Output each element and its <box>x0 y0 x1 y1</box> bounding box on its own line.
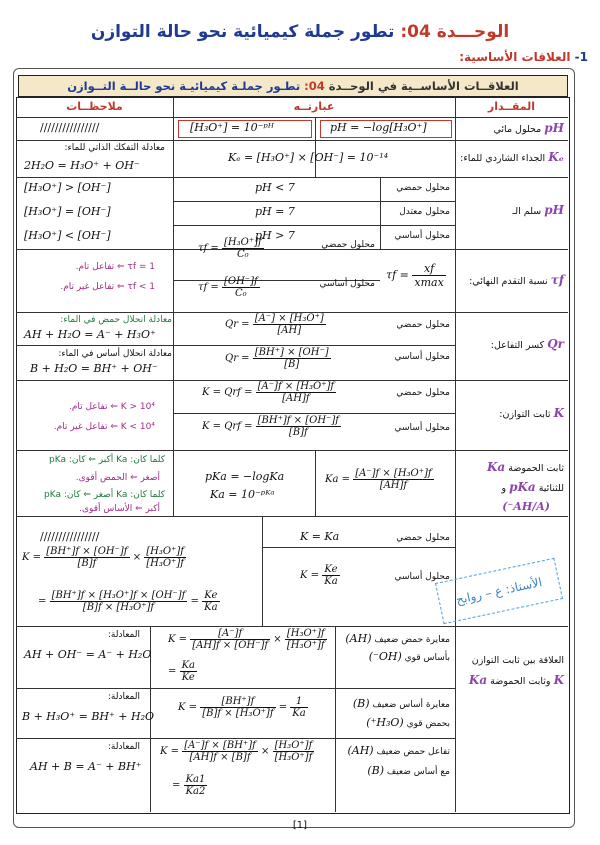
header-expression: عبارتــه <box>293 100 335 113</box>
divider <box>16 450 568 451</box>
note-neutral: [H₃O⁺] = [OH⁻] <box>24 205 111 218</box>
note-base-strength: كلما كان: Ka أصغر ⇐ كان: pKa <box>44 490 165 500</box>
divider <box>173 201 455 202</box>
page-title: الوحـــدة 04: تطور جملة كيميائية نحو حالة التوازن <box>90 22 510 42</box>
formula-rel3-result: = $\frac{Ka1}{Ka2}$ <box>172 774 206 797</box>
equation-label: المعادلة: <box>107 742 140 752</box>
formula-k-ke: K = $\frac{Ke}{Ka}$ <box>300 564 338 587</box>
quantity-pka: للثنائية pKa و <box>501 480 564 494</box>
note-acid-strength: كلما كان: Ka أكبر ⇐ كان: pKa <box>49 455 165 465</box>
formula-ph: pH = −log[H₃O⁺] <box>330 121 427 134</box>
quantity-ph-scale: pH سلم الـ <box>512 203 564 217</box>
formula-tau-acid: τf = $\frac{\text{[H₃O⁺]f}}{\text{C₀}}$ <box>198 237 262 260</box>
note-acid: [H₃O⁺] > [OH⁻] <box>24 181 111 194</box>
note-basic: [H₃O⁺] < [OH⁻] <box>24 229 111 242</box>
divider <box>173 97 174 516</box>
formula-h3o: [H₃O⁺] = 10⁻ᵖᴴ <box>190 121 274 134</box>
equation-label: المعادلة: <box>107 630 140 640</box>
formula-ka-pow: Ka = 10⁻ᵖᴷᵃ <box>210 488 275 501</box>
divider <box>16 626 568 627</box>
divider <box>315 450 316 516</box>
reaction-equation: B + H₃O⁺ = BH⁺ + H₂O <box>22 710 155 723</box>
header-quantity: المقــدار <box>487 100 536 113</box>
note-empty: //////////////// <box>40 530 100 543</box>
header-notes: ملاحظــات <box>66 100 123 113</box>
label-acid: محلول حمضي <box>396 388 450 398</box>
formula-k-basic: K = Qrf = $\frac{[BH^+]f \times [OH^-]f}{[B]f}$ <box>202 415 339 438</box>
reaction-equation: AH + B = A⁻ + BH⁺ <box>30 760 142 773</box>
derivation-step2: = $\frac{\text{[BH⁺]f × [H₃O⁺]f × [OH⁻]f}}{\text{[B]f × [H₃O⁺]f}}$ = $\frac{Ke}{Ka}$ <box>38 590 218 613</box>
divider <box>335 626 336 812</box>
quantity-relation: العلاقة بين ثابت التوازن <box>471 655 564 666</box>
divider <box>16 140 568 141</box>
note-base-strength-b: أكبر ⇐ الأساس أقوى. <box>79 504 160 514</box>
note-text: معادلة انحلال حمض في الماء: <box>60 315 172 325</box>
divider <box>262 516 263 626</box>
quantity-ke: Kₑ الجداء الشاردي للماء: <box>460 150 564 164</box>
case-text: تفاعل حمض ضعيف (AH) <box>347 744 450 757</box>
reaction-equation: AH + OH⁻ = A⁻ + H₂O <box>24 648 152 661</box>
label-acid: محلول حمضي <box>396 320 450 330</box>
case-text: بحمض قوي (H₃O⁺) <box>366 716 450 729</box>
label-acid: محلول حمضي <box>321 240 375 250</box>
case-text: معايرة حمض ضعيف (AH) <box>345 632 450 645</box>
divider <box>16 516 568 517</box>
note-incomplete: τf < 1 ⇐ تفاعل غير تام. <box>60 282 155 292</box>
label-acid: محلول حمضي <box>396 533 450 543</box>
formula-tau: τf = $\frac{xf}{xmax}$ <box>386 262 444 289</box>
formula-pka: pKa = −logKa <box>205 470 285 483</box>
cond-basic: pH > 7 <box>255 229 295 242</box>
cond-acid: pH < 7 <box>255 181 295 194</box>
note-equation: 2H₂O = H₃O⁺ + OH⁻ <box>24 159 140 172</box>
label-basic: محلول أساسي <box>394 231 450 241</box>
quantity-k: K ثابت التوازن: <box>499 406 564 420</box>
formula-rel2: K = $\frac{[BH^+]f}{\text{[B]f × [H₃O⁺]f}}$ = $\frac{1}{Ka}$ <box>178 696 306 719</box>
label-neutral: محلول معتدل <box>399 207 450 217</box>
note-text: معادلة التفكك الذاتي للماء: <box>64 143 165 153</box>
quantity-ka: ثابت الحموضة Ka <box>486 460 564 474</box>
label-basic: محلول أساسي <box>394 352 450 362</box>
divider <box>16 688 455 689</box>
divider <box>16 738 455 739</box>
divider <box>262 547 455 548</box>
label-basic: محلول أساسي <box>394 572 450 582</box>
divider <box>380 177 381 249</box>
section-heading: 1- العلاقات الأساسية: <box>459 50 588 64</box>
cond-neutral: pH = 7 <box>255 205 295 218</box>
formula-qr-basic: Qr = $\frac{[BH^+] \times [OH^-]}{[B]}$ <box>225 347 329 370</box>
formula-k-ka: K = Ka <box>300 530 340 543</box>
divider <box>16 117 568 118</box>
formula-ka: Ka = $\frac{\text{[A⁻]f × [H₃O⁺]f}}{[AH]f}$ <box>325 468 432 491</box>
divider <box>16 345 455 346</box>
note-complete: τf = 1 ⇐ تفاعل تام. <box>75 262 155 272</box>
divider <box>173 413 455 414</box>
author-stamp: الأستاذ: ع – روابح <box>435 558 563 624</box>
formula-rel1: K = $\frac{[A^-]f}{[AH]f \times [OH^-]f}$ × $\frac{\text{[H₃O⁺]f}}{\text{[H₃O⁺]f}}$ <box>168 628 325 651</box>
note-complete: K > 10⁴ ⇐ تفاعل تام. <box>68 402 155 412</box>
quantity-ph: pH محلول مائي <box>493 121 564 135</box>
quantity-qr: Qr كسر التفاعل: <box>490 337 564 351</box>
note-equation: B + H₂O = BH⁺ + OH⁻ <box>30 362 158 375</box>
formula-k-acid: K = Qrf = $\frac{\text{[A⁻]f × [H₃O⁺]f}}{[AH]f}$ <box>202 381 335 404</box>
quantity-tau: τf نسبة التقدم النهائي: <box>469 273 564 287</box>
formula-ke: Kₑ = [H₃O⁺] × [OH⁻] = 10⁻¹⁴ <box>228 151 389 164</box>
case-text: معايرة أساس ضعيف (B) <box>352 697 450 710</box>
label-acid: محلول حمضي <box>396 183 450 193</box>
divider <box>16 249 568 250</box>
note-equation: AH + H₂O = A⁻ + H₃O⁺ <box>24 328 156 341</box>
divider <box>315 117 316 177</box>
divider <box>173 225 455 226</box>
label-basic: محلول أساسي <box>319 279 375 289</box>
label-basic: محلول أساسي <box>394 423 450 433</box>
formula-rel1-result: = $\frac{Ka}{Ke}$ <box>168 660 196 683</box>
formula-qr-acid: Qr = $\frac{\text{[A⁻] × [H₃O⁺]}}{[AH]}$ <box>225 313 324 336</box>
note-empty: //////////////// <box>40 121 100 134</box>
note-text: معادلة انحلال أساس في الماء: <box>58 349 172 359</box>
case-text: مع أساس ضعيف (B) <box>367 764 450 777</box>
table-banner: العلاقــات الأساســية في الوحــدة 04: تطـور جملـة كيميائيـة نحو حالــة التــوازن <box>18 75 568 97</box>
note-acid-strength-b: أصغر ⇐ الحمض أقوى. <box>75 473 160 483</box>
quantity-relation-b: K وثابت الحموضة Ka <box>468 673 564 687</box>
formula-rel3: K = $\frac{[A^-]f \times [BH^+]f}{[AH]f \times [B]f}$ × $\frac{\text{[H₃O⁺]f}}{\text{[H₃O⁺]f}}$ <box>160 740 313 763</box>
note-incomplete: K < 10⁴ ⇐ تفاعل غير تام. <box>53 422 155 432</box>
derivation-step1: K = $\frac{[BH^+]f \times [OH^-]f}{[B]f}$ × $\frac{\text{[H₃O⁺]f}}{\text{[H₃O⁺]f}}$ <box>22 546 184 569</box>
divider <box>16 177 568 178</box>
formula-tau-basic: τf = $\frac{[OH^-]f}{\text{C₀}}$ <box>198 276 258 299</box>
equation-label: المعادلة: <box>107 692 140 702</box>
acid-base-pair: (AH/A⁻) <box>502 500 550 513</box>
page-number: [1] <box>292 820 308 831</box>
divider <box>455 97 456 812</box>
case-text: بأساس قوي (OH⁻) <box>368 650 450 663</box>
